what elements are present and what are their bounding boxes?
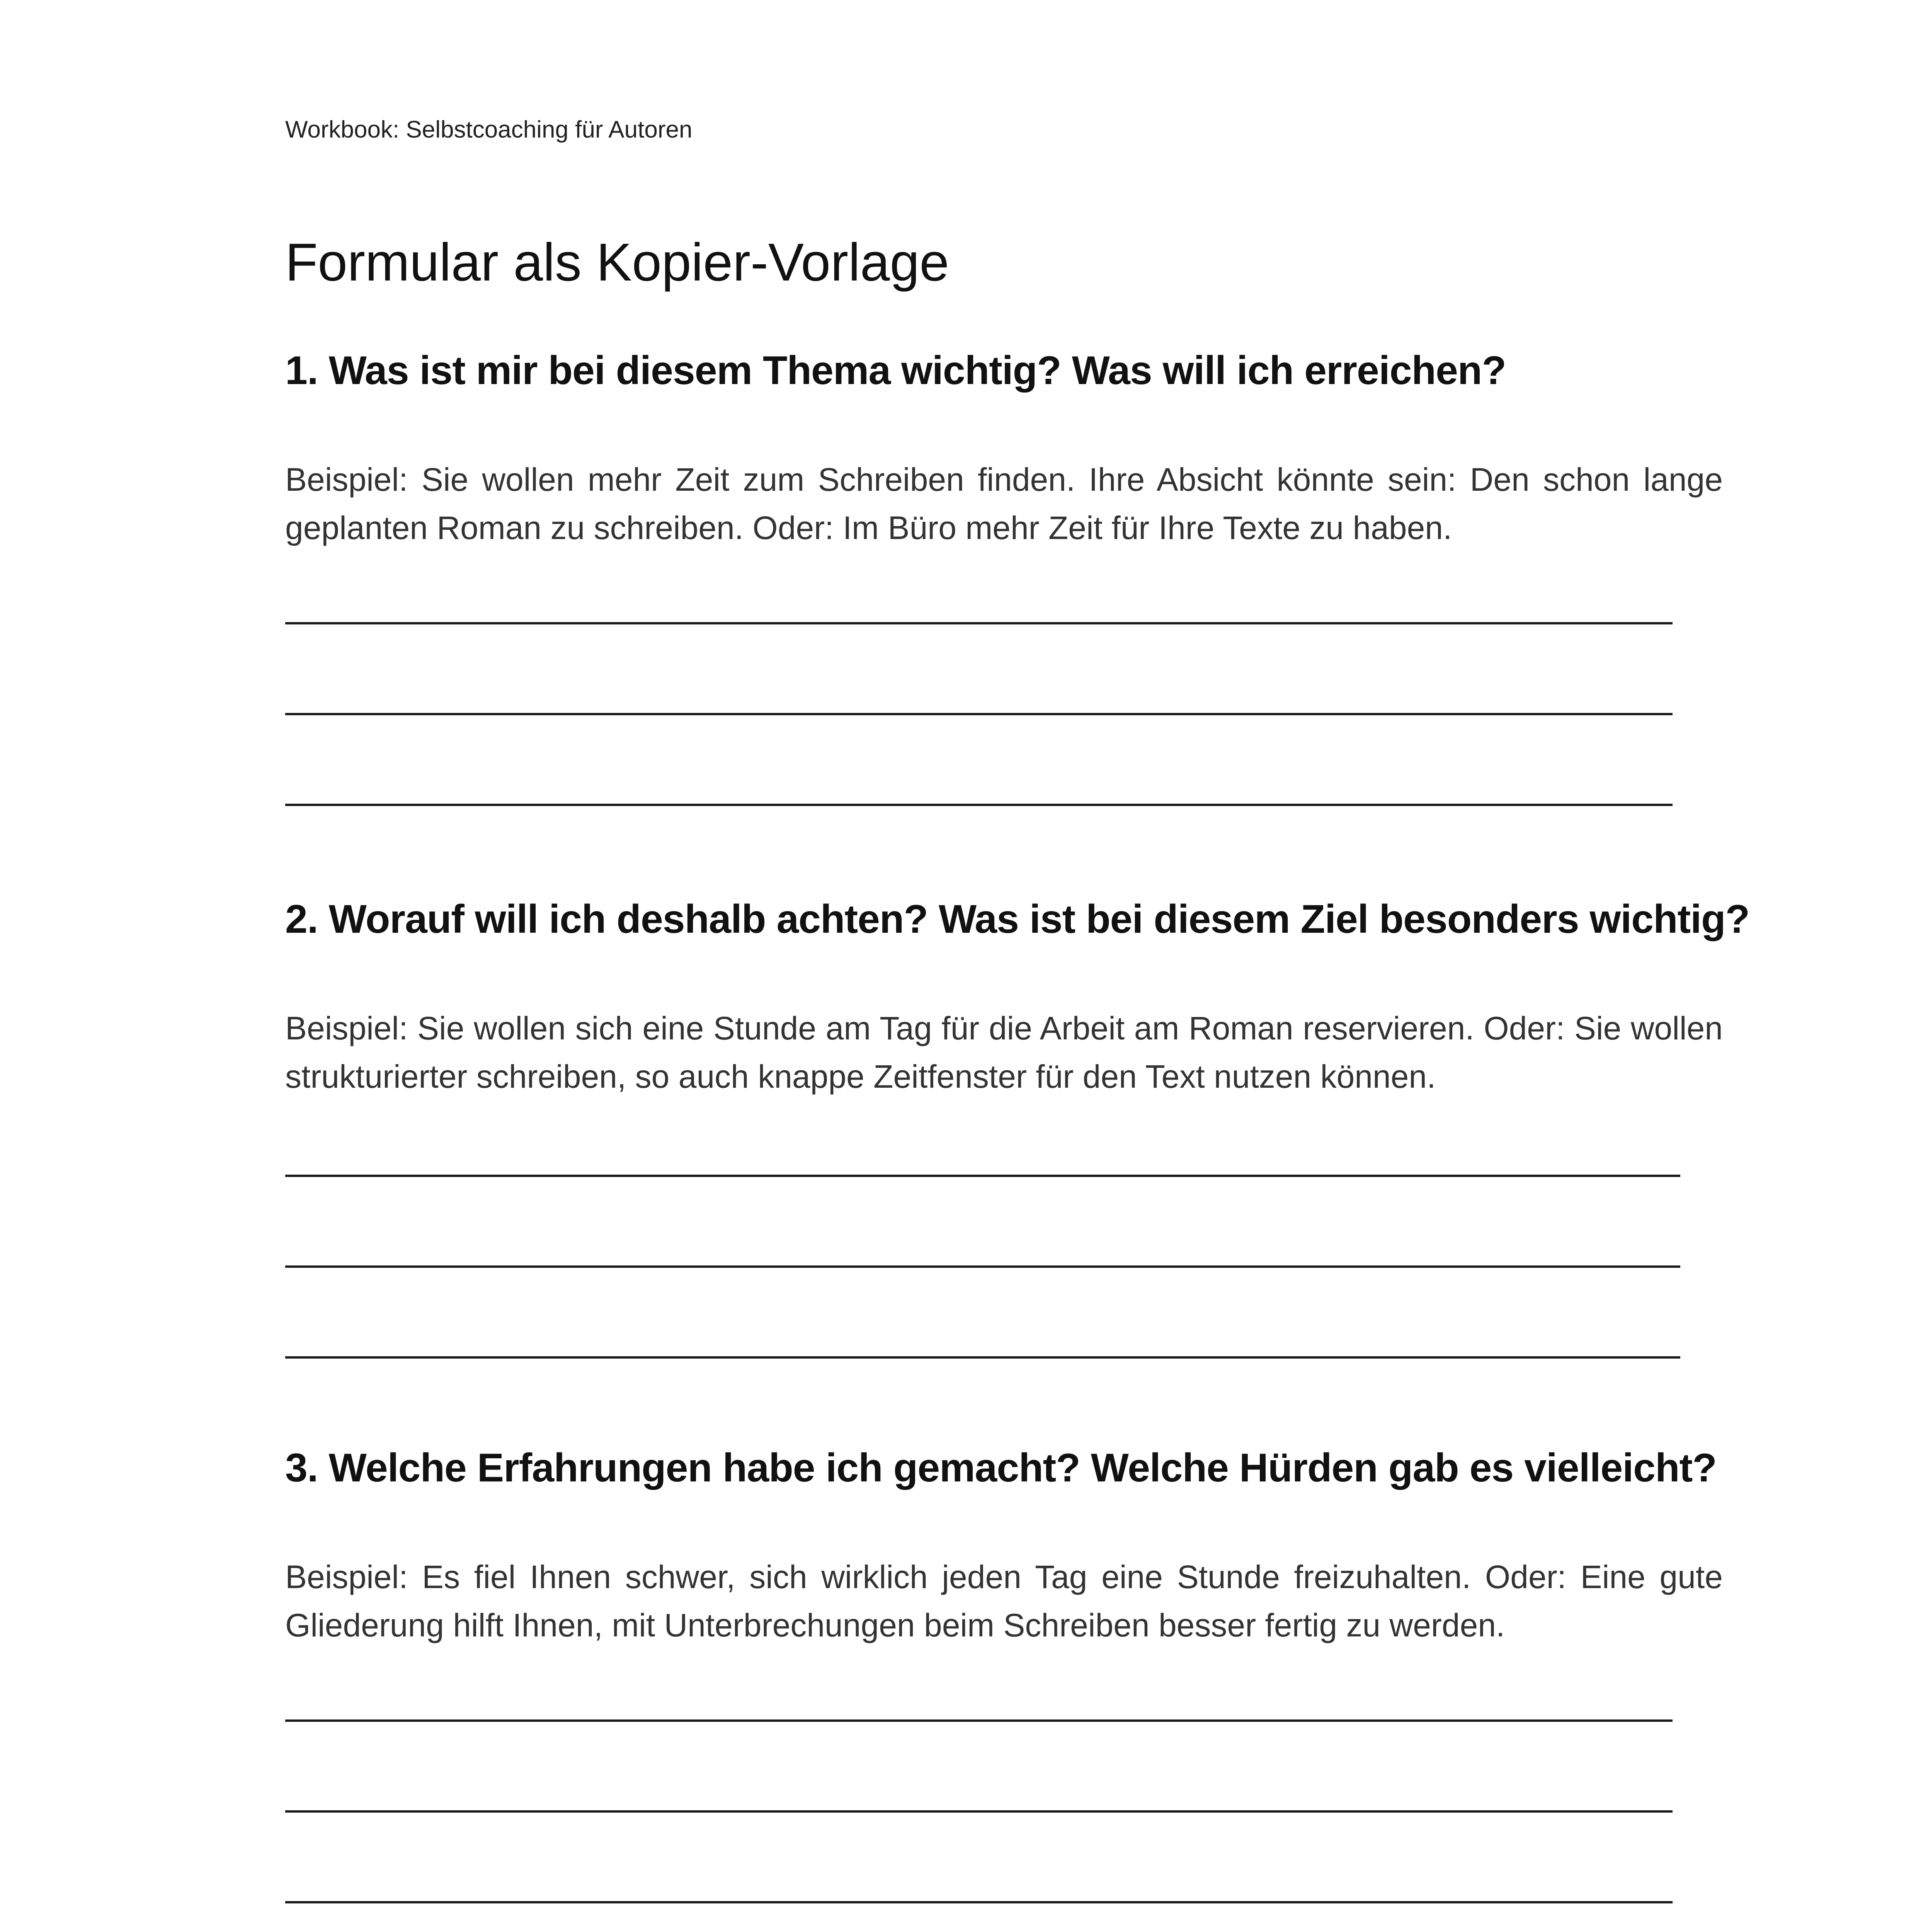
question-section-2 — [285, 896, 1750, 1101]
question-section-1 — [285, 348, 1723, 552]
running-header: Workbook: Selbstcoaching für Autoren — [285, 116, 693, 143]
answer-line[interactable] — [285, 1810, 1673, 1813]
question-heading: 3. Welche Erfahrungen habe ich gemacht? Welche Hürden gab es vielleicht? — [285, 1446, 1717, 1490]
answer-line[interactable] — [285, 1356, 1680, 1359]
answer-line[interactable] — [285, 622, 1673, 624]
page-title: Formular als Kopier-Vorlage — [285, 233, 949, 292]
example-text: Beispiel: Es fiel Ihnen schwer, sich wirklich jeden Tag eine Stunde freizuhalten. Oder: Eine gute Gliederung hilft Ihnen, mit Unterbrechungen beim Schreiben besser fertig zu werden. — [285, 1559, 1723, 1643]
question-heading: 1. Was ist mir bei diesem Thema wichtig? Was will ich erreichen? — [285, 348, 1506, 393]
question-section-3 — [285, 1445, 1723, 1650]
answer-line[interactable] — [285, 713, 1673, 715]
answer-line[interactable] — [285, 1265, 1680, 1268]
example-text: Beispiel: Sie wollen sich eine Stunde am Tag für die Arbeit am Roman reservieren. Oder: Sie wollen strukturierter schreiben, so auch knappe Zeitfenster für den Text nutzen können. — [285, 1010, 1723, 1095]
answer-line[interactable] — [285, 1719, 1673, 1722]
answer-line[interactable] — [285, 1175, 1680, 1177]
example-text: Beispiel: Sie wollen mehr Zeit zum Schreiben finden. Ihre Absicht könnte sein: Den schon lange geplanten Roman zu schreiben. Oder: Im Büro mehr Zeit für Ihre Texte zu haben. — [285, 461, 1723, 546]
answer-line[interactable] — [285, 1901, 1673, 1903]
question-heading: 2. Worauf will ich deshalb achten? Was ist bei diesem Ziel besonders wichtig? — [285, 897, 1750, 942]
answer-line[interactable] — [285, 804, 1673, 806]
